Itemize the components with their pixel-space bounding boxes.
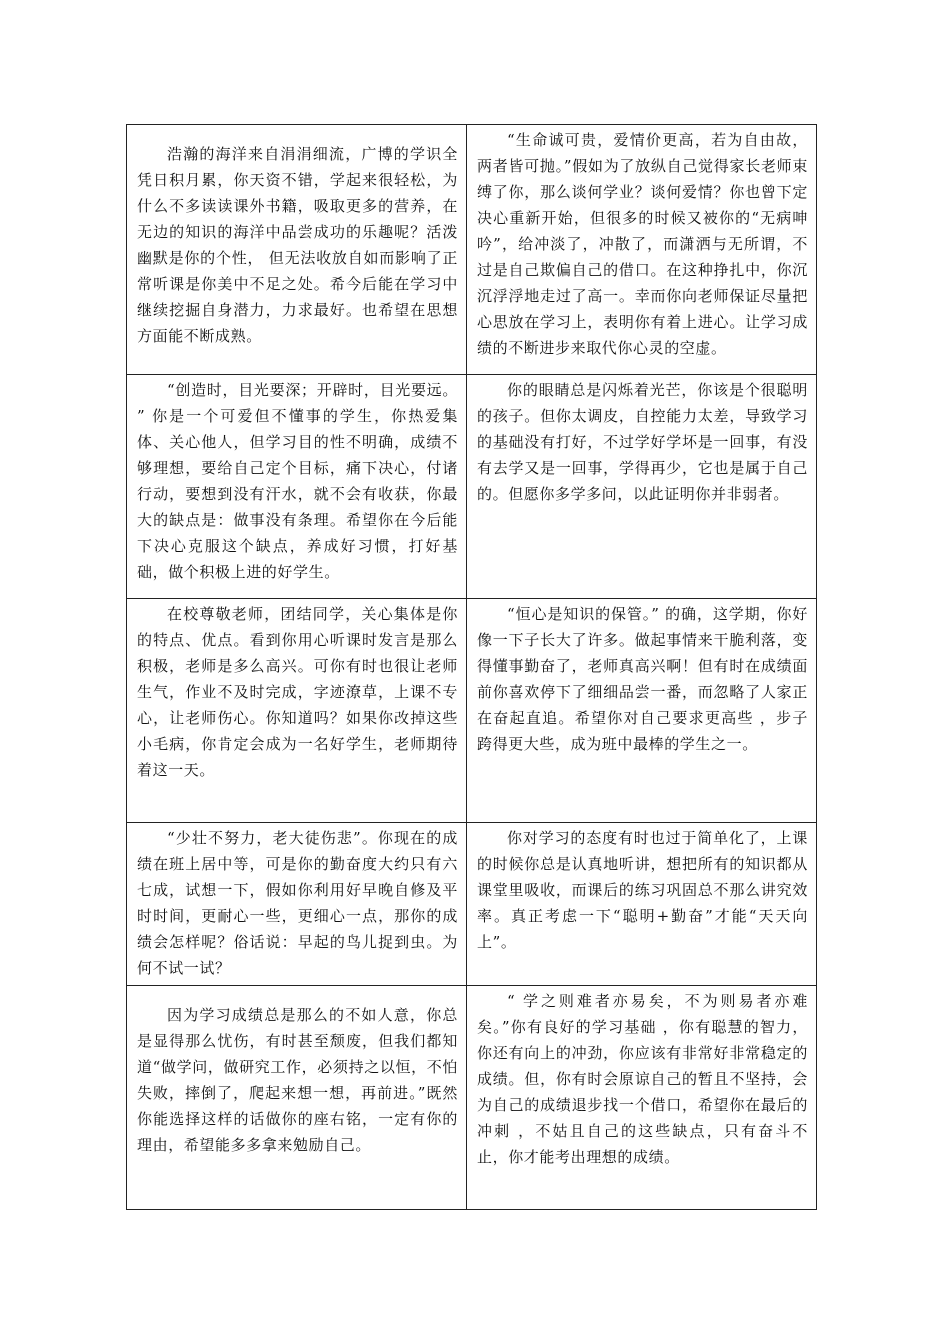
- comment-cell-left: [127, 823, 467, 986]
- comment-cell-right: [467, 599, 817, 823]
- comment-cell-right: [467, 986, 817, 1210]
- table-row: [127, 823, 817, 986]
- table-row: [127, 125, 817, 375]
- comment-text: “创造时，目光要深；开辟时，目光要远。 ” 你是一个可爱但不懂事的学生，你热爱集体、关心他人，但学习目的性不明确，成绩不够理想，要给自己定个目标，痛下决心，付诸行动，要想到没有汗水，就不会有收获，你最大的缺点是：做事没有条理。希望你在今后能下决心克服这个缺点，养成好习惯，打好基础，做个积极上进的好学生。: [137, 381, 458, 581]
- comments-table: [126, 124, 817, 1210]
- comment-cell-left: [127, 599, 467, 823]
- comment-cell-left: [127, 125, 467, 375]
- table-row: [127, 986, 817, 1210]
- comment-text: 在校尊敬老师，团结同学，关心集体是你的特点、优点。看到你用心听课时发言是那么积极，老师是多么高兴。可你有时也很让老师生气，作业不及时完成，字迹潦草，上课不专心，让老师伤心。你知道吗？如果你改掉这些小毛病，你肯定会成为一名好学生，老师期待着这一天。: [137, 605, 458, 779]
- comment-text: “恒心是知识的保管。” 的确，这学期，你好像一下子长大了许多。做起事情来干脆利落，变得懂事勤奋了，老师真高兴啊！但有时在成绩面前你喜欢停下了细细品尝一番，而忽略了人家正在奋起直追。希望你对自己要求更高些 ，步子跨得更大些，成为班中最棒的学生之一。: [477, 605, 808, 753]
- table-row: [127, 599, 817, 823]
- comment-text: 浩瀚的海洋来自涓涓细流，广博的学识全凭日积月累，你天资不错，学起来很轻松，为什么不多读读课外书籍，吸取更多的营养，在无边的知识的海洋中品尝成功的乐趣呢？活泼幽默是你的个性， 但无法收放自如而影响了正常听课是你美中不足之处。希今后能在学习中继续挖掘自身潜力，力求最好。也希望在思想方面能不断成熟。: [137, 145, 458, 345]
- comment-text: “生命诚可贵，爱情价更高，若为自由故，两者皆可抛。”假如为了放纵自己觉得家长老师束缚了你，那么谈何学业？谈何爱情？你也曾下定决心重新开始，但很多的时候又被你的“无病呻吟”，给冲淡了，冲散了，而潇洒与无所谓，不过是自己欺偏自己的借口。在这种挣扎中，你沉沉浮浮地走过了高一。幸而你向老师保证尽量把心思放在学习上，表明你有着上进心。让学习成绩的不断进步来取代你心灵的空虚。: [477, 131, 808, 357]
- comment-text: 你的眼睛总是闪烁着光芒，你该是个很聪明的孩子。但你太调皮，自控能力太差，导致学习的基础没有打好，不过学好学坏是一回事，有没有去学又是一回事，学得再少，它也是属于自己的。但愿你多学多问，以此证明你并非弱者。: [477, 381, 808, 503]
- comment-cell-left: [127, 375, 467, 599]
- comment-cell-left: [127, 986, 467, 1210]
- comment-cell-right: [467, 375, 817, 599]
- comment-cell-right: [467, 823, 817, 986]
- comment-text: “少壮不努力，老大徒伤悲”。你现在的成绩在班上居中等，可是你的勤奋度大约只有六七成，试想一下，假如你利用好早晚自修及平时时间，更耐心一些，更细心一点，那你的成绩会怎样呢？俗话说：早起的鸟儿捉到虫。为何不试一试？: [137, 829, 458, 977]
- comment-cell-right: [467, 125, 817, 375]
- comment-text: 你对学习的态度有时也过于简单化了，上课的时候你总是认真地听讲，想把所有的知识都从课堂里吸收，而课后的练习巩固总不那么讲究效率。真正考虑一下“聪明+勤奋”才能“天天向上”。: [477, 829, 808, 951]
- comment-text: “ 学之则难者亦易矣，不为则易者亦难矣。”你有良好的学习基础 ，你有聪慧的智力，你还有向上的冲劲，你应该有非常好非常稳定的成绩。但，你有时会原谅自己的暂且不坚持，会为自己的成绩退步找一个借口，希望你在最后的冲刺 ，不姑且自己的这些缺点，只有奋斗不止，你才能考出理想的成绩。: [477, 992, 808, 1166]
- table-row: [127, 375, 817, 599]
- comment-text: 因为学习成绩总是那么的不如人意，你总是显得那么忧伤，有时甚至颓废，但我们都知道“做学问，做研究工作，必须持之以恒，不怕失败，摔倒了，爬起来想一想，再前进。”既然你能选择这样的话做你的座右铭，一定有你的理由，希望能多多拿来勉励自己。: [137, 1006, 458, 1154]
